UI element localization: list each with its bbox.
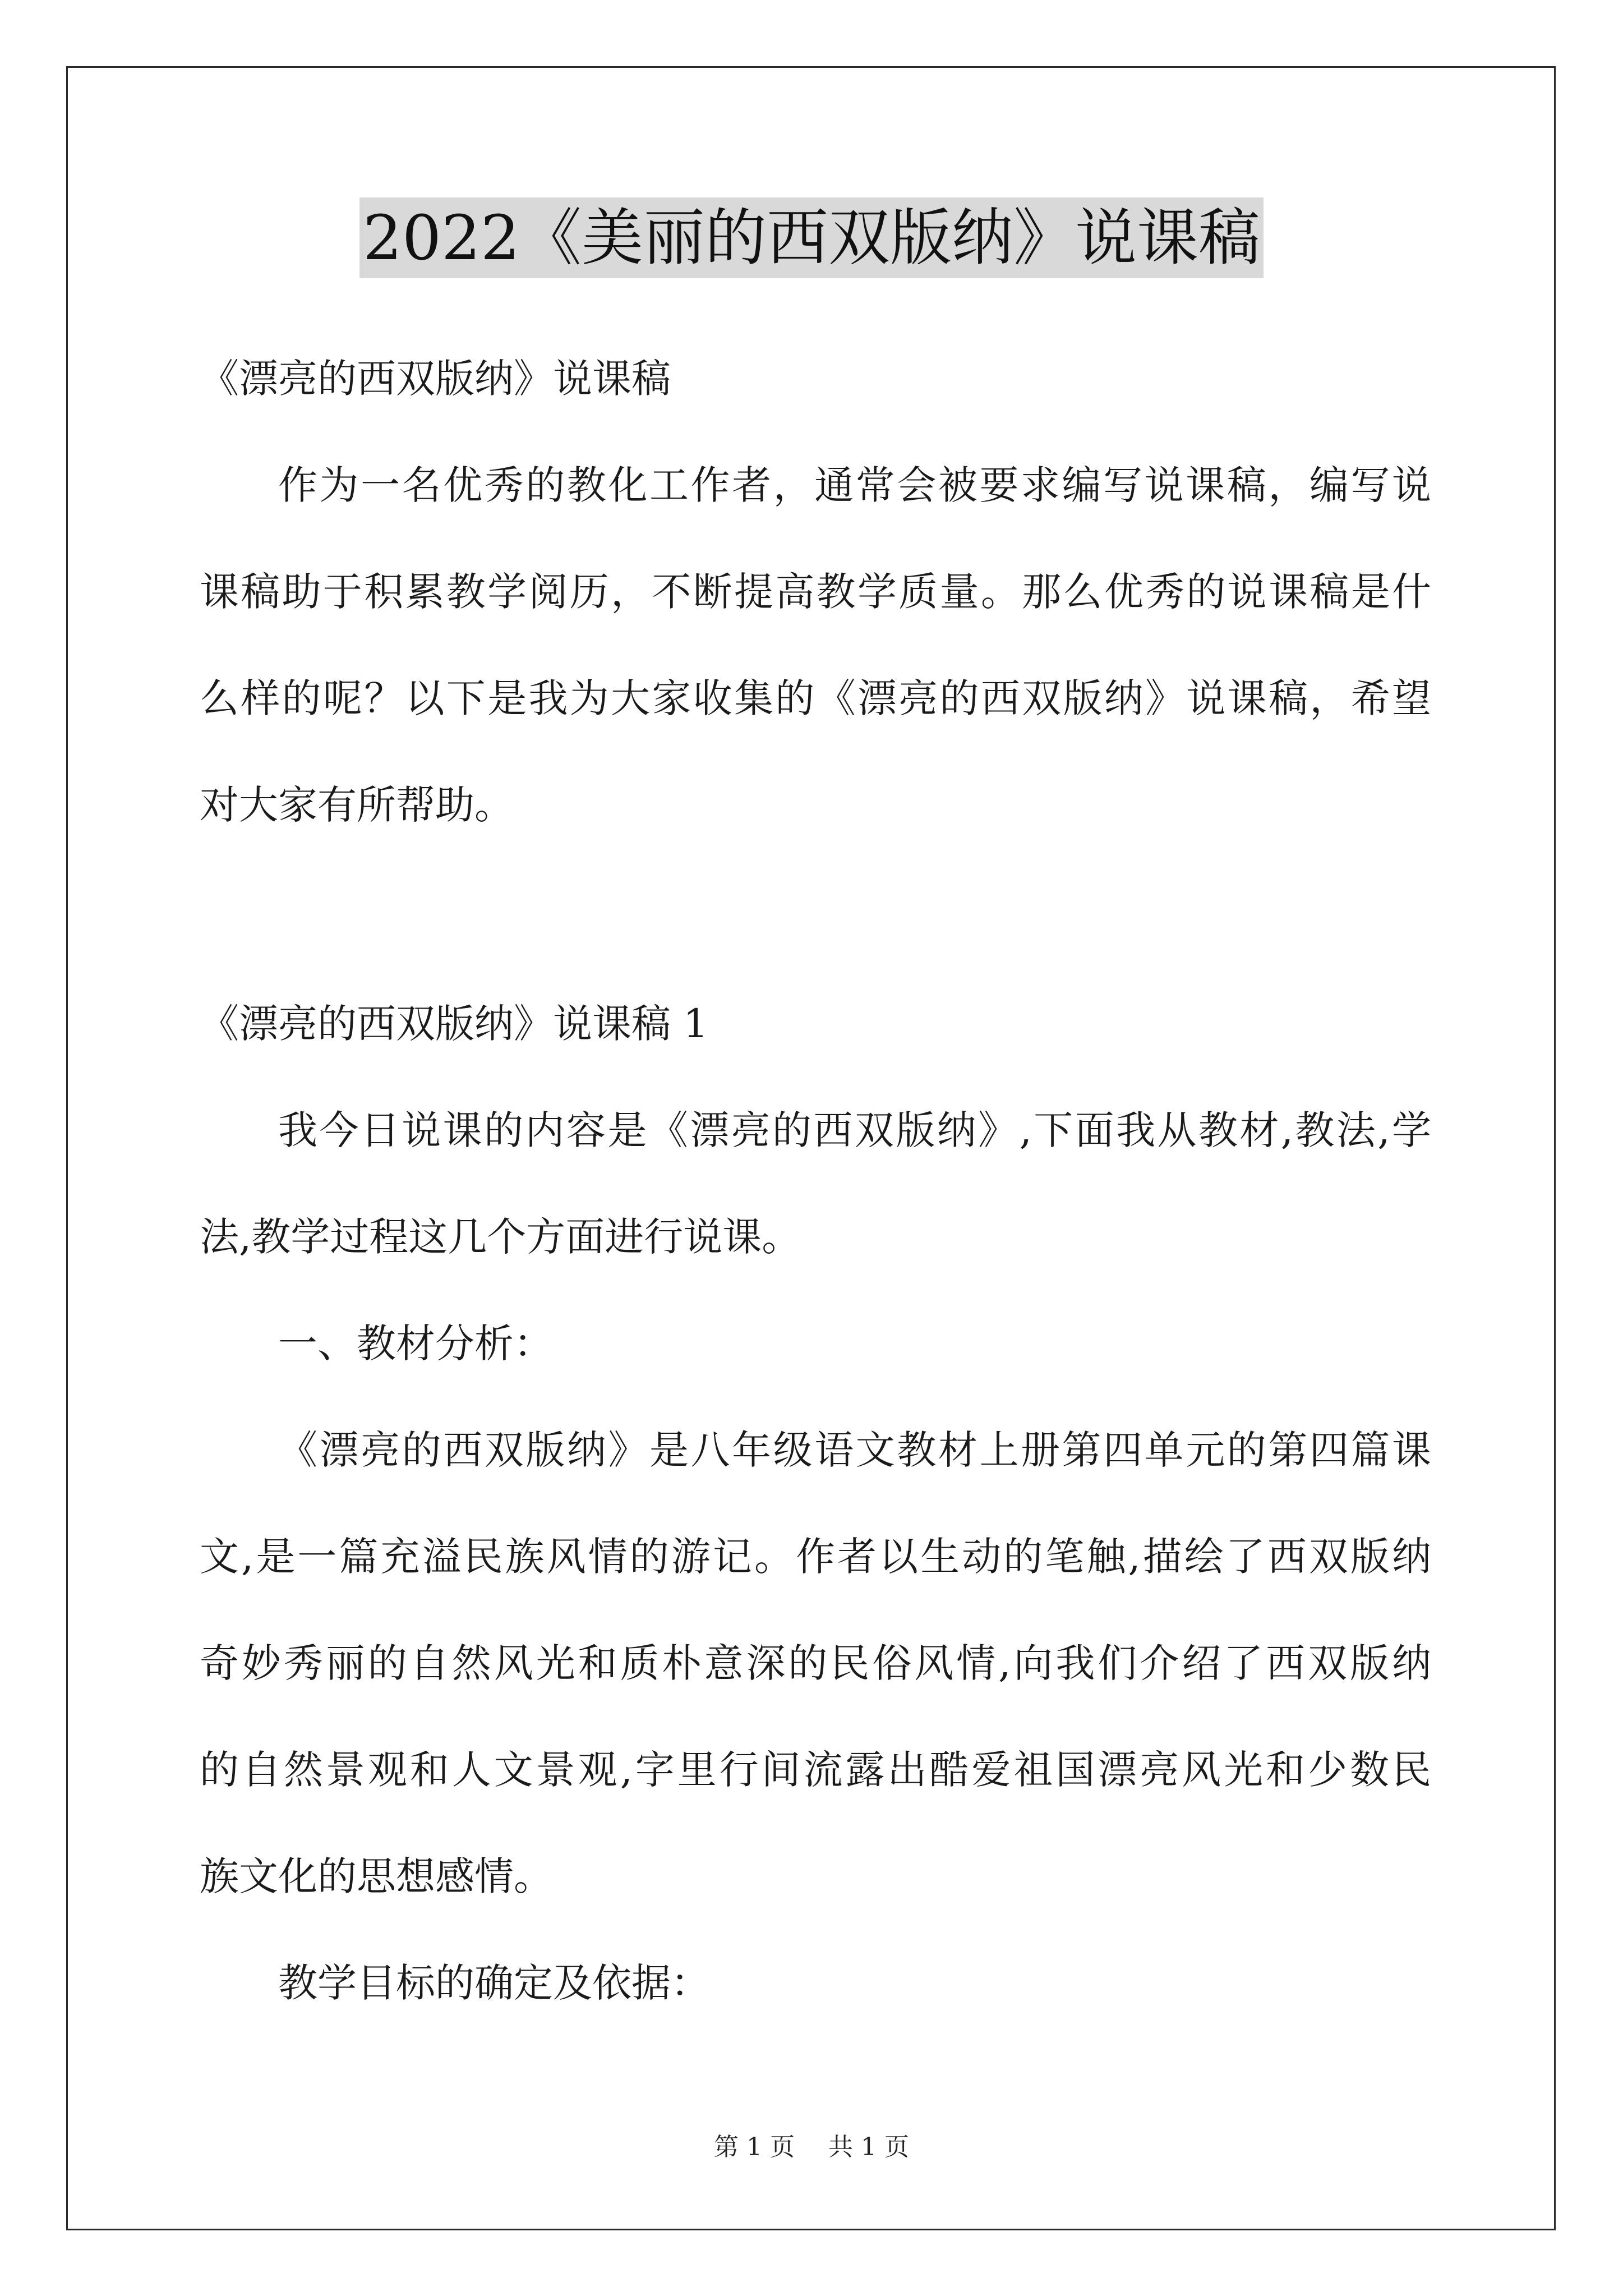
para2-line-5: 族文化的思想感情。 [200,1853,553,1899]
page-total: 共 1 页 [828,2133,909,2161]
para1-line-2: 法,教学过程这几个方面进行说课。 [200,1214,801,1260]
heading-material-analysis: 一、教材分析： [278,1320,553,1366]
page-number: 第 1 页 [714,2133,795,2161]
document-title: 2022《美丽的西双版纳》说课稿 [359,197,1264,278]
subtitle-line: 《漂亮的西双版纳》说课稿 [200,356,671,402]
title-wrapper [0,197,1623,278]
para2-line-4: 的自然景观和人文景观,字里行间流露出酷爱祖国漂亮风光和少数民 [200,1747,1431,1793]
para2-line-3: 奇妙秀丽的自然风光和质朴意深的民俗风情,向我们介绍了西双版纳 [200,1640,1431,1686]
para1-line-1: 我今日说课的内容是《漂亮的西双版纳》,下面我从教材,教法,学 [278,1107,1431,1153]
intro-line-2: 课稿助于积累教学阅历，不断提高教学质量。那么优秀的说课稿是什 [200,569,1431,615]
page-footer [0,2131,1623,2164]
intro-line-1: 作为一名优秀的教化工作者，通常会被要求编写说课稿，编写说 [278,462,1431,508]
intro-line-4: 对大家有所帮助。 [200,782,514,828]
heading-teaching-goals: 教学目标的确定及依据： [278,1960,710,2006]
section-heading: 《漂亮的西双版纳》说课稿 1 [200,1001,708,1047]
para2-line-2: 文,是一篇充溢民族风情的游记。作者以生动的笔触,描绘了西双版纳 [200,1534,1431,1580]
intro-line-3: 么样的呢？以下是我为大家收集的《漂亮的西双版纳》说课稿，希望 [200,675,1431,721]
para2-line-1: 《漂亮的西双版纳》是八年级语文教材上册第四单元的第四篇课 [278,1427,1431,1473]
